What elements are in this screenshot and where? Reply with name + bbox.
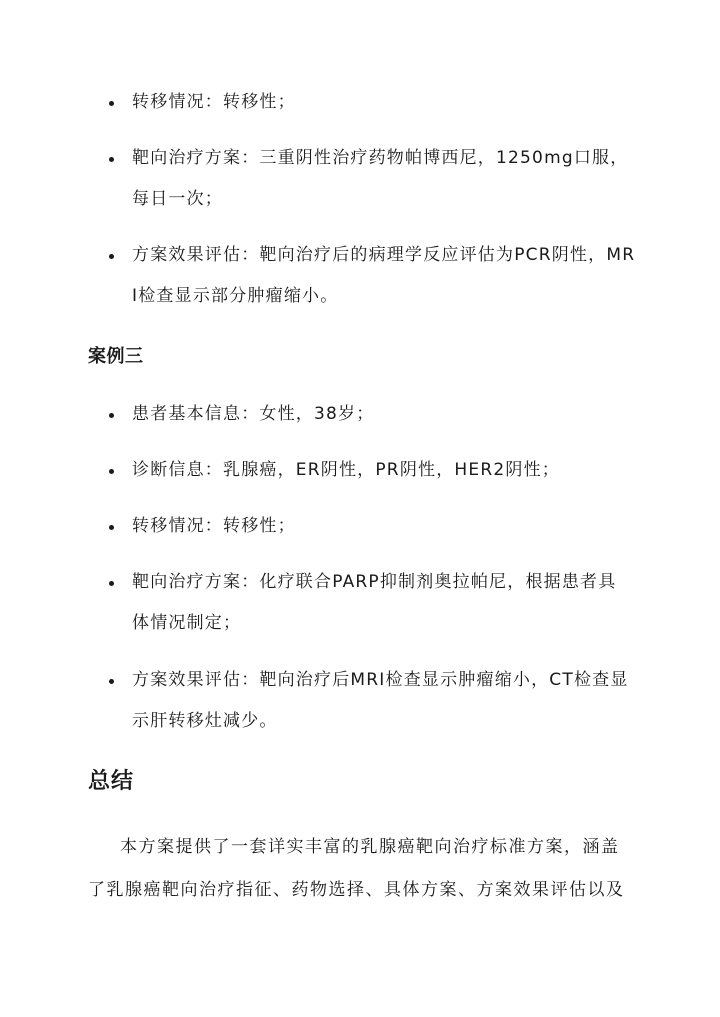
list-item-text: 靶向治疗方案：三重阴性治疗药物帕博西尼，1250mg口服， <box>132 148 629 168</box>
bullet-icon <box>109 413 114 418</box>
list-item-text: 转移情况：转移性； <box>132 92 296 112</box>
list-item-text: I检查显示部分肿瘤缩小。 <box>132 286 339 306</box>
list-item-text: 方案效果评估：靶向治疗后的病理学反应评估为PCR阴性，MR <box>132 245 636 265</box>
list-item-text: 靶向治疗方案：化疗联合PARP抑制剂奥拉帕尼，根据患者具 <box>132 572 617 592</box>
list-item-text: 体情况制定； <box>132 613 242 633</box>
list-item-text: 方案效果评估：靶向治疗后MRI检查显示肿瘤缩小，CT检查显 <box>132 670 629 690</box>
bullet-icon <box>109 581 114 586</box>
list-item-text: 示肝转移灶减少。 <box>132 711 278 731</box>
bullet-icon <box>109 157 114 162</box>
paragraph-line: 了乳腺癌靶向治疗指征、药物选择、具体方案、方案效果评估以及 <box>88 880 625 900</box>
case-heading: 案例三 <box>88 346 144 367</box>
list-item-text: 转移情况：转移性； <box>132 516 296 536</box>
bullet-icon <box>109 254 114 259</box>
bullet-icon <box>109 679 114 684</box>
section-title: 总结 <box>88 769 135 794</box>
bullet-icon <box>109 525 114 530</box>
bullet-icon <box>109 101 114 106</box>
list-item-text: 诊断信息：乳腺癌，ER阴性，PR阴性，HER2阴性； <box>132 460 560 480</box>
bullet-icon <box>109 469 114 474</box>
list-item-text: 患者基本信息：女性，38岁； <box>132 404 375 424</box>
paragraph-line: 本方案提供了一套详实丰富的乳腺癌靶向治疗标准方案，涵盖 <box>120 837 620 857</box>
list-item-text: 每日一次； <box>132 189 223 209</box>
